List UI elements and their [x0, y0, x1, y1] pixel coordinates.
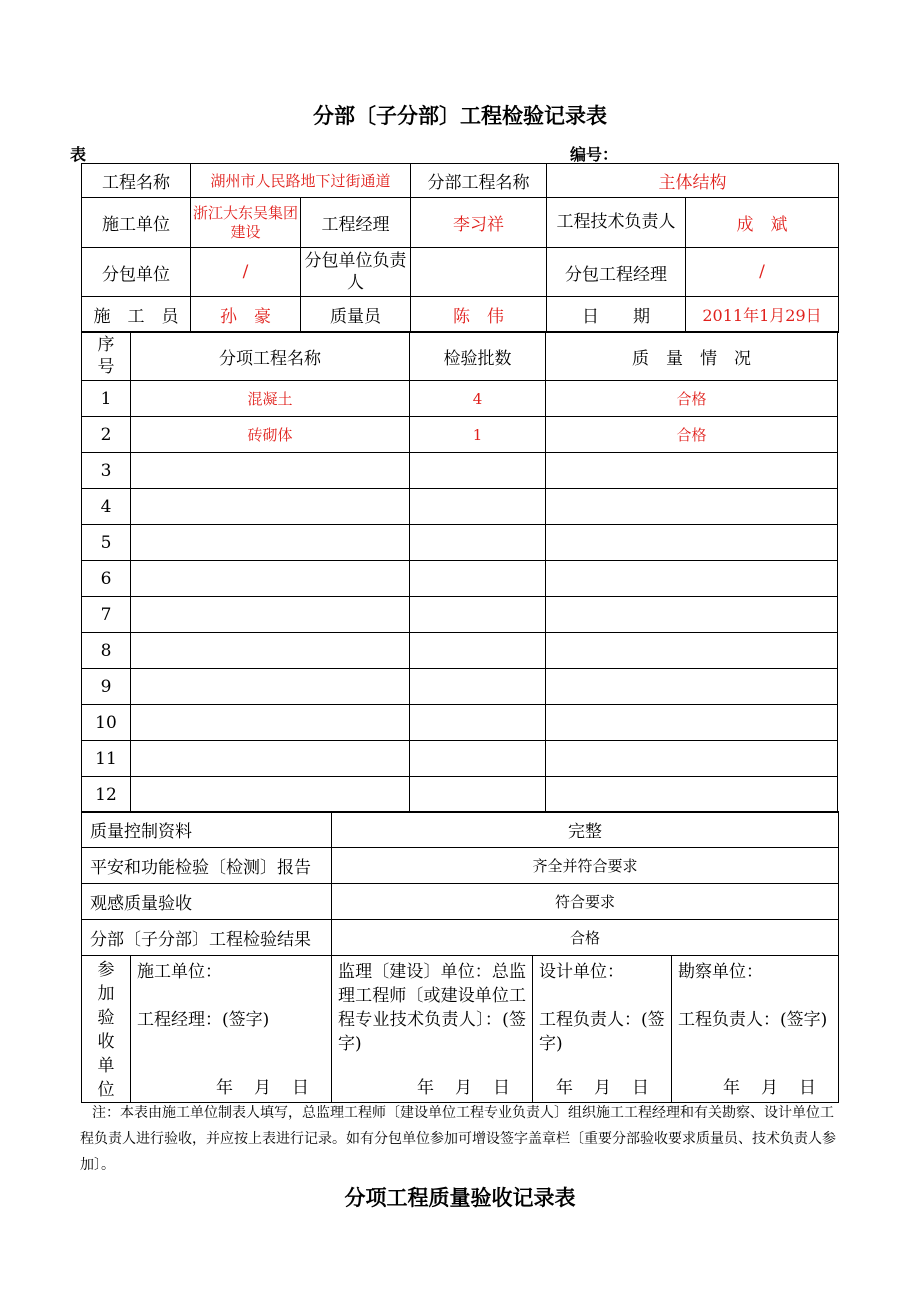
- row-seq: 6: [82, 561, 131, 597]
- row-quality: [546, 561, 838, 597]
- participants-table: [81, 955, 839, 1103]
- row-quality: [546, 453, 838, 489]
- row-seq: 3: [82, 453, 131, 489]
- row-quality: 合格: [546, 417, 838, 453]
- summary-value: 完整: [332, 812, 839, 848]
- next-section-title: 分项工程质量验收记录表: [344, 1186, 576, 1210]
- summary-table: [81, 811, 839, 956]
- row-seq: 12: [82, 777, 131, 813]
- col-seq-header: 序号: [82, 332, 131, 381]
- tech-lead-value: 成 斌: [686, 198, 839, 248]
- design-unit-line: 设计单位：: [539, 962, 624, 982]
- row-quality: [546, 597, 838, 633]
- project-manager-label: 工程经理: [301, 198, 411, 248]
- participants-side-label: 参加验收单位: [82, 956, 131, 1103]
- subcontractor-label: 分包单位: [82, 248, 191, 297]
- row-seq: 8: [82, 633, 131, 669]
- sub-project-label: 分部工程名称: [411, 164, 547, 198]
- row-batches: [410, 525, 546, 561]
- project-name-label: 工程名称: [82, 164, 191, 198]
- construction-manager-line: 工程经理：(签字): [137, 1010, 270, 1030]
- design-date: 年 月 日: [556, 1078, 651, 1098]
- subcontract-manager-label: 分包工程经理: [547, 248, 686, 297]
- construction-unit-value: 浙江大东吴集团建设: [191, 198, 301, 248]
- row-batches: [410, 597, 546, 633]
- table-row: [82, 453, 838, 489]
- row-name: [131, 489, 410, 525]
- row-seq: 5: [82, 525, 131, 561]
- row-batches: [410, 489, 546, 525]
- table-row: [82, 381, 838, 417]
- col-name-header: 分项工程名称: [131, 332, 410, 381]
- project-manager-value: 李习祥: [411, 198, 547, 248]
- construction-sign-cell: [131, 956, 332, 1103]
- construction-date: 年 月 日: [216, 1078, 311, 1098]
- summary-label: 平安和功能检验〔检测〕报告: [82, 848, 332, 884]
- summary-label: 分部〔子分部〕工程检验结果: [82, 920, 332, 956]
- table-row: [82, 741, 838, 777]
- row-quality: [546, 669, 838, 705]
- table-row: [82, 597, 838, 633]
- row-seq: 4: [82, 489, 131, 525]
- supervision-line: 监理〔建设〕单位：总监理工程师〔或建设单位工程专业技术负责人〕：(签字): [338, 962, 526, 1054]
- items-table: [81, 331, 838, 813]
- table-row: [82, 669, 838, 705]
- subcontractor-lead-value: [411, 248, 547, 297]
- supervision-sign-cell: [332, 956, 533, 1103]
- row-quality: [546, 705, 838, 741]
- row-name: [131, 741, 410, 777]
- row-name: 砖砌体: [131, 417, 410, 453]
- row-quality: [546, 777, 838, 813]
- table-row: [82, 777, 838, 813]
- row-quality: [546, 633, 838, 669]
- survey-date: 年 月 日: [723, 1078, 818, 1098]
- row-seq: 7: [82, 597, 131, 633]
- row-seq: 9: [82, 669, 131, 705]
- page-title: 分部〔子分部〕工程检验记录表: [313, 104, 607, 128]
- row-batches: [410, 669, 546, 705]
- table-row: [82, 633, 838, 669]
- row-batches: [410, 633, 546, 669]
- col-batches-header: 检验批数: [410, 332, 546, 381]
- row-name: [131, 633, 410, 669]
- row-name: [131, 597, 410, 633]
- subcontractor-lead-label: 分包单位负责人: [301, 248, 411, 297]
- date-label: 日 期: [547, 297, 686, 333]
- summary-value: 齐全并符合要求: [332, 848, 839, 884]
- table-row: [82, 525, 838, 561]
- subcontract-manager-value: /: [686, 248, 839, 297]
- row-seq: 1: [82, 381, 131, 417]
- row-seq: 2: [82, 417, 131, 453]
- construction-unit-label: 施工单位: [82, 198, 191, 248]
- summary-value: 符合要求: [332, 884, 839, 920]
- row-batches: 4: [410, 381, 546, 417]
- row-batches: 1: [410, 417, 546, 453]
- summary-value: 合格: [332, 920, 839, 956]
- sub-project-value: 主体结构: [547, 164, 839, 198]
- table-label: 表: [70, 145, 87, 164]
- survey-lead-line: 工程负责人：(签字): [678, 1010, 828, 1030]
- survey-unit-line: 勘察单位：: [678, 962, 763, 982]
- design-lead-line: 工程负责人：(签字): [539, 1010, 665, 1054]
- supervision-date: 年 月 日: [417, 1078, 512, 1098]
- worker-label: 施 工 员: [82, 297, 191, 333]
- row-name: [131, 705, 410, 741]
- table-row: [82, 705, 838, 741]
- row-seq: 11: [82, 741, 131, 777]
- footnote: 注：本表由施工单位制表人填写，总监理工程师〔建设单位工程专业负责人〕组织施工工程经理和有关勘察、设计单位工程负责人进行验收，并应按上表进行记录。如有分包单位参加可增设签字盖章栏〔重要分部验收要求质量员、技术负责人参加〕。: [80, 1105, 836, 1173]
- tech-lead-label: 工程技术负责人: [547, 198, 686, 248]
- serial-number-label: 编号：: [570, 145, 619, 164]
- row-name: [131, 777, 410, 813]
- row-batches: [410, 561, 546, 597]
- row-name: [131, 669, 410, 705]
- table-row: [82, 417, 838, 453]
- worker-value: 孙 豪: [191, 297, 301, 333]
- survey-sign-cell: [672, 956, 839, 1103]
- date-value: 2011年1月29日: [686, 297, 839, 333]
- quality-label: 质量员: [301, 297, 411, 333]
- row-batches: [410, 741, 546, 777]
- row-quality: [546, 525, 838, 561]
- col-quality-header: 质 量 情 况: [546, 332, 838, 381]
- row-name: [131, 525, 410, 561]
- design-sign-cell: [533, 956, 672, 1103]
- row-batches: [410, 453, 546, 489]
- table-row: [82, 489, 838, 525]
- subcontractor-value: /: [191, 248, 301, 297]
- row-name: [131, 453, 410, 489]
- row-name: 混凝土: [131, 381, 410, 417]
- table-row: [82, 561, 838, 597]
- row-quality: [546, 489, 838, 525]
- row-seq: 10: [82, 705, 131, 741]
- quality-value: 陈 伟: [411, 297, 547, 333]
- row-quality: 合格: [546, 381, 838, 417]
- summary-label: 观感质量验收: [82, 884, 332, 920]
- row-batches: [410, 777, 546, 813]
- construction-unit-line: 施工单位：: [137, 962, 222, 982]
- row-quality: [546, 741, 838, 777]
- header-info-table: [81, 163, 839, 333]
- summary-label: 质量控制资料: [82, 812, 332, 848]
- project-name-value: 湖州市人民路地下过街通道: [191, 164, 411, 198]
- row-name: [131, 561, 410, 597]
- row-batches: [410, 705, 546, 741]
